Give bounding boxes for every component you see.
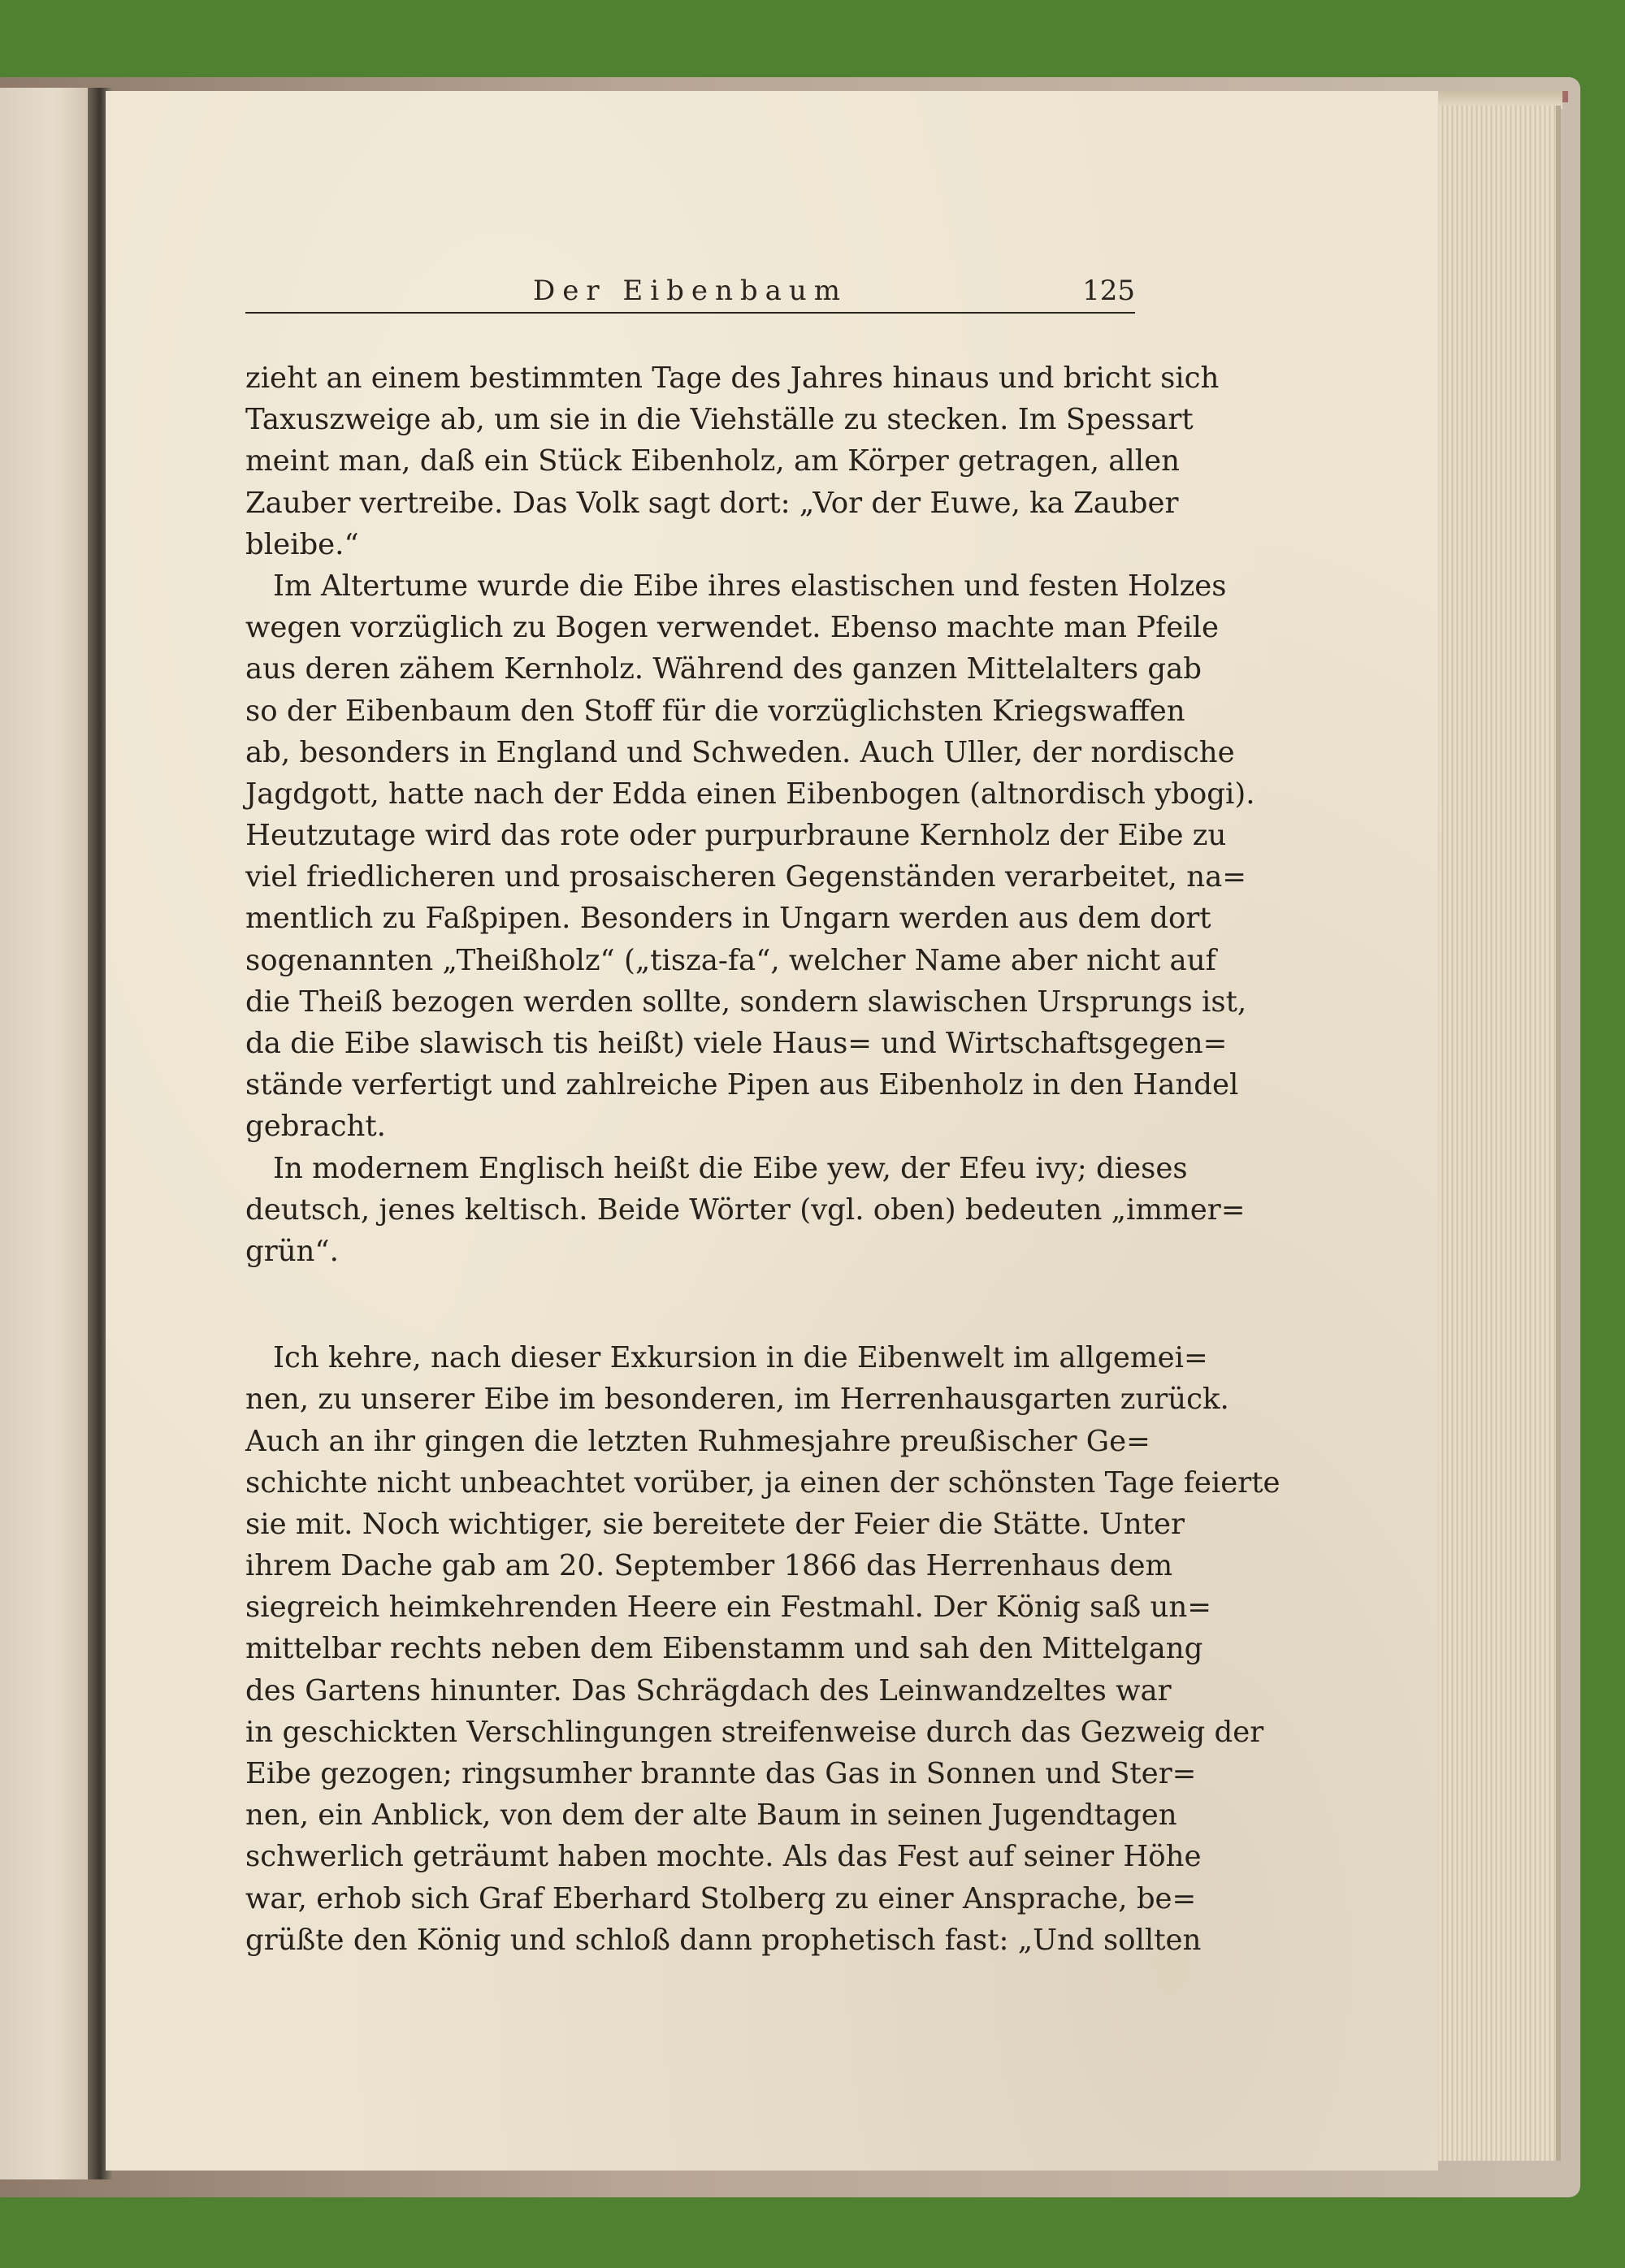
- text-line: Eibe gezogen; ringsumher brannte das Gas in Sonnen und Ster=: [245, 1757, 1197, 1790]
- text-line: In modernem Englisch heißt die Eibe yew, der Efeu ivy; dieses: [273, 1151, 1188, 1185]
- text-line: wegen vorzüglich zu Bogen verwendet. Ebenso machte man Pfeile: [245, 611, 1220, 645]
- text-line: deutsch, jenes keltisch. Beide Wörter (vgl. oben) bedeuten „immer=: [245, 1192, 1246, 1227]
- text-line: Heutzutage wird das rote oder purpurbraune Kernholz der Eibe zu: [245, 819, 1227, 853]
- text-line: Taxuszweige ab, um sie in die Viehställe zu stecken. Im Spessart: [245, 403, 1194, 437]
- paragraph: [245, 357, 1220, 565]
- text-line: war, erhob sich Graf Eberhard Stolberg zu einer Ansprache, be=: [245, 1881, 1197, 1915]
- body-text: [245, 357, 1280, 1961]
- running-head: [245, 273, 1135, 314]
- text-line: sogenannten „Theißholz“ („tisza-fa“, welcher Name aber nicht auf: [245, 943, 1216, 977]
- text-line: siegreich heimkehrenden Heere ein Festmahl. Der König saß un=: [245, 1591, 1211, 1625]
- text-line: so der Eibenbaum den Stoff für die vorzüglichsten Kriegswaffen: [245, 694, 1185, 728]
- text-line: viel friedlicheren und prosaischeren Gegenständen verarbeitet, na=: [245, 860, 1246, 894]
- text-line: Im Altertume wurde die Eibe ihres elastischen und festen Holzes: [273, 569, 1227, 603]
- paragraph: [245, 1337, 1280, 1961]
- text-line: ab, besonders in England und Schweden. Auch Uller, der nordische: [245, 735, 1235, 769]
- previous-page-edge: [0, 88, 91, 2179]
- text-line: die Theiß bezogen werden sollte, sondern slawischen Ursprungs ist,: [245, 985, 1247, 1019]
- text-line: nen, ein Anblick, von dem der alte Baum in seinen Jugendtagen: [245, 1798, 1177, 1833]
- text-line: sie mit. Noch wichtiger, sie bereitete der Feier die Stätte. Unter: [245, 1507, 1185, 1541]
- text-line: grün“.: [245, 1234, 339, 1268]
- text-line: des Gartens hinunter. Das Schrägdach des Leinwandzeltes war: [245, 1673, 1172, 1707]
- text-line: schichte nicht unbeachtet vorüber, ja einen der schönsten Tage feierte: [245, 1465, 1280, 1500]
- text-line: in geschickten Verschlingungen streifenweise durch das Gezweig der: [245, 1715, 1264, 1749]
- text-line: da die Eibe slawisch tis heißt) viele Haus= und Wirtschaftsgegen=: [245, 1027, 1228, 1060]
- text-line: meint man, daß ein Stück Eibenholz, am Körper getragen, allen: [245, 444, 1181, 478]
- page-number: 125: [1082, 275, 1135, 307]
- page-stack-edges: [1434, 106, 1561, 2161]
- text-line: schwerlich geträumt haben mochte. Als das Fest auf seiner Höhe: [245, 1840, 1202, 1874]
- text-line: mentlich zu Faßpipen. Besonders in Ungarn werden aus dem dort: [245, 902, 1211, 936]
- text-line: grüßte den König und schloß dann prophetisch fast: „Und sollten: [245, 1923, 1202, 1957]
- text-line: ihrem Dache gab am 20. September 1866 das Herrenhaus dem: [245, 1549, 1173, 1583]
- text-line: Ich kehre, nach dieser Exkursion in die Eibenwelt im allgemei=: [273, 1341, 1208, 1375]
- text-line: gebracht.: [245, 1110, 386, 1144]
- paragraph: [245, 565, 1255, 1148]
- text-line: Jagdgott, hatte nach der Edda einen Eibenbogen (altnordisch ybogi).: [245, 777, 1255, 811]
- text-line: zieht an einem bestimmten Tage des Jahres hinaus und bricht sich: [245, 361, 1220, 395]
- text-line: bleibe.“: [245, 527, 359, 561]
- text-line: mittelbar rechts neben dem Eibenstamm und sah den Mittelgang: [245, 1632, 1203, 1666]
- running-title: Der Eibenbaum: [532, 275, 848, 307]
- text-line: Zauber vertreibe. Das Volk sagt dort: „Vor der Euwe, ka Zauber: [245, 486, 1179, 520]
- text-line: nen, zu unserer Eibe im besonderen, im Herrenhausgarten zurück.: [245, 1383, 1229, 1417]
- text-line: stände verfertigt und zahlreiche Pipen aus Eibenholz in den Handel: [245, 1068, 1239, 1102]
- section-gap: [245, 1272, 1135, 1337]
- paragraph: [245, 1148, 1246, 1273]
- text-line: Auch an ihr gingen die letzten Ruhmesjahre preußischer Ge=: [245, 1424, 1150, 1458]
- text-line: aus deren zähem Kernholz. Während des ganzen Mittelalters gab: [245, 652, 1202, 686]
